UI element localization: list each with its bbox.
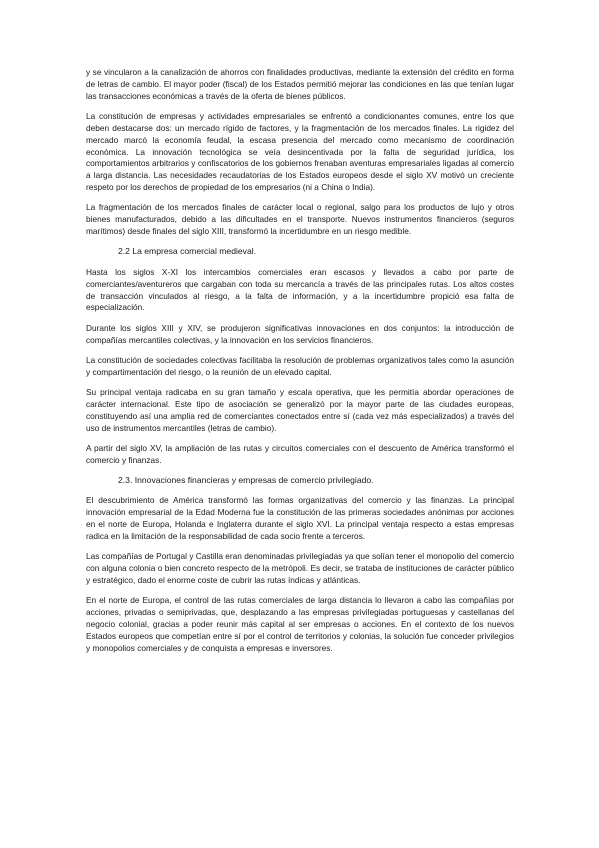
- paragraph-main-advantage: Su principal ventaja radicaba en su gran tamaño y escala operativa, que les permitía abordar operaciones de carácter internacional. Este tipo de asociación se generalizó por la mayor parte de las ciudades europeas, constituyendo así una amplia red de comerciantes conectados entre sí (cada vez más especializados) a través del uso de instrumentos mercantiles (letras de cambio).: [86, 387, 514, 433]
- section-heading-financial-innovations: 2.3. Innovaciones financieras y empresas de comercio privilegiado.: [118, 475, 374, 486]
- paragraph-collective-societies: La constitución de sociedades colectivas facilitaba la resolución de problemas organizativos tales como la asunción y compartimentación del riesgo, o la reunión de un elevado capital.: [86, 354, 514, 377]
- paragraph-early-trade: Hasta los siglos X-XI los intercambios comerciales eran escasos y llevados a cabo por parte de comerciantes/aventureros que cargaban con toda su mercancía a través de las principales rutas. Los altos costes de transacción vinculados al riesgo, a la falta de información, y a la incertidumbre propició esa falta de especialización.: [86, 266, 514, 313]
- paragraph-business-constraints: La constitución de empresas y actividades empresariales se enfrentó a condicionantes comunes, entre los que deben destacarse dos: un mercado rígido de factores, y la fragmentación de los mercados finales. La rigidez del mercado marcó la economía feudal, la escasa presencia del mercado como mecanismo de coordinación económica. La innovación tecnológica se veía desincentivada por la falta de seguridad jurídica, los comportamientos arbitrarios y confiscatorios de los gobiernos frenaban aventuras empresariales ligadas al comercio a larga distancia. Las necesidades recaudatorias de los Estados europeos desde el siglo XV motivó un creciente respeto por los derechos de propiedad de los empresarios (ni a China o India).: [86, 111, 514, 193]
- section-heading-medieval-commercial-company: 2.2 La empresa comercial medieval.: [118, 246, 257, 257]
- paragraph-xv-century: A partir del siglo XV, la ampliación de las rutas y circuitos comerciales con el descuento de América transformó el comercio y finanzas.: [86, 442, 514, 465]
- document-page: [86, 67, 514, 663]
- paragraph-market-fragmentation: La fragmentación de los mercados finales de carácter local o regional, salgo para los productos de lujo y otros bienes manufacturados, debido a las dificultades en el transporte. Nuevos instrumentos financieros (seguros marítimos) desde finales del siglo XIII, transformó la incertidumbre en un riesgo medible.: [86, 202, 514, 237]
- paragraph-portugal-castilla: Las compañías de Portugal y Castilla eran denominadas privilegiadas ya que solían tener el monopolio del comercio con alguna colonia o bien concreto respecto de la metrópoli. Es decir, se trataba de instituciones de carácter público y estratégico, dado el enorme coste de cubrir las rutas índicas y atlánticas.: [86, 551, 514, 586]
- paragraph-discovery-america: El descubrimiento de América transformó las formas organizativas del comercio y las finanzas. La principal innovación empresarial de la Edad Moderna fue la constitución de las primeras sociedades anónimas por acciones en el norte de Europa, Holanda e Inglaterra durante el siglo XVI. La principal ventaja respecto a estas empresas radica en la limitación de la responsabilidad de cada socio frente a terceros.: [86, 495, 514, 541]
- paragraph-innovations-xiii-xiv: Durante los siglos XIII y XIV, se produjeron significativas innovaciones en dos conjuntos: la introducción de compañías mercantiles colectivas, y la innovación en los servicios financieros.: [86, 322, 514, 345]
- paragraph-northern-europe: En el norte de Europa, el control de las rutas comerciales de larga distancia lo llevaron a cabo las compañías por acciones, privadas o semiprivadas, que, desplazando a las empresas privilegiadas portuguesas y castellanas del negocio colonial, gracias a poder reunir más capital al ser empresas o acciones. En el contexto de los nuevos Estados europeos que competían entre sí por el control de territorios y colonias, la solución fue conceder privilegios y monopolios comerciales y de conquista a empresas e inversores.: [86, 595, 514, 653]
- paragraph-credit-extension: y se vincularon a la canalización de ahorros con finalidades productivas, mediante la extensión del crédito en forma de letras de cambio. El mayor poder (fiscal) de los Estados permitió mejorar las condiciones en las que tenían lugar las transacciones económicas a través de la oferta de bienes públicos.: [86, 67, 514, 101]
